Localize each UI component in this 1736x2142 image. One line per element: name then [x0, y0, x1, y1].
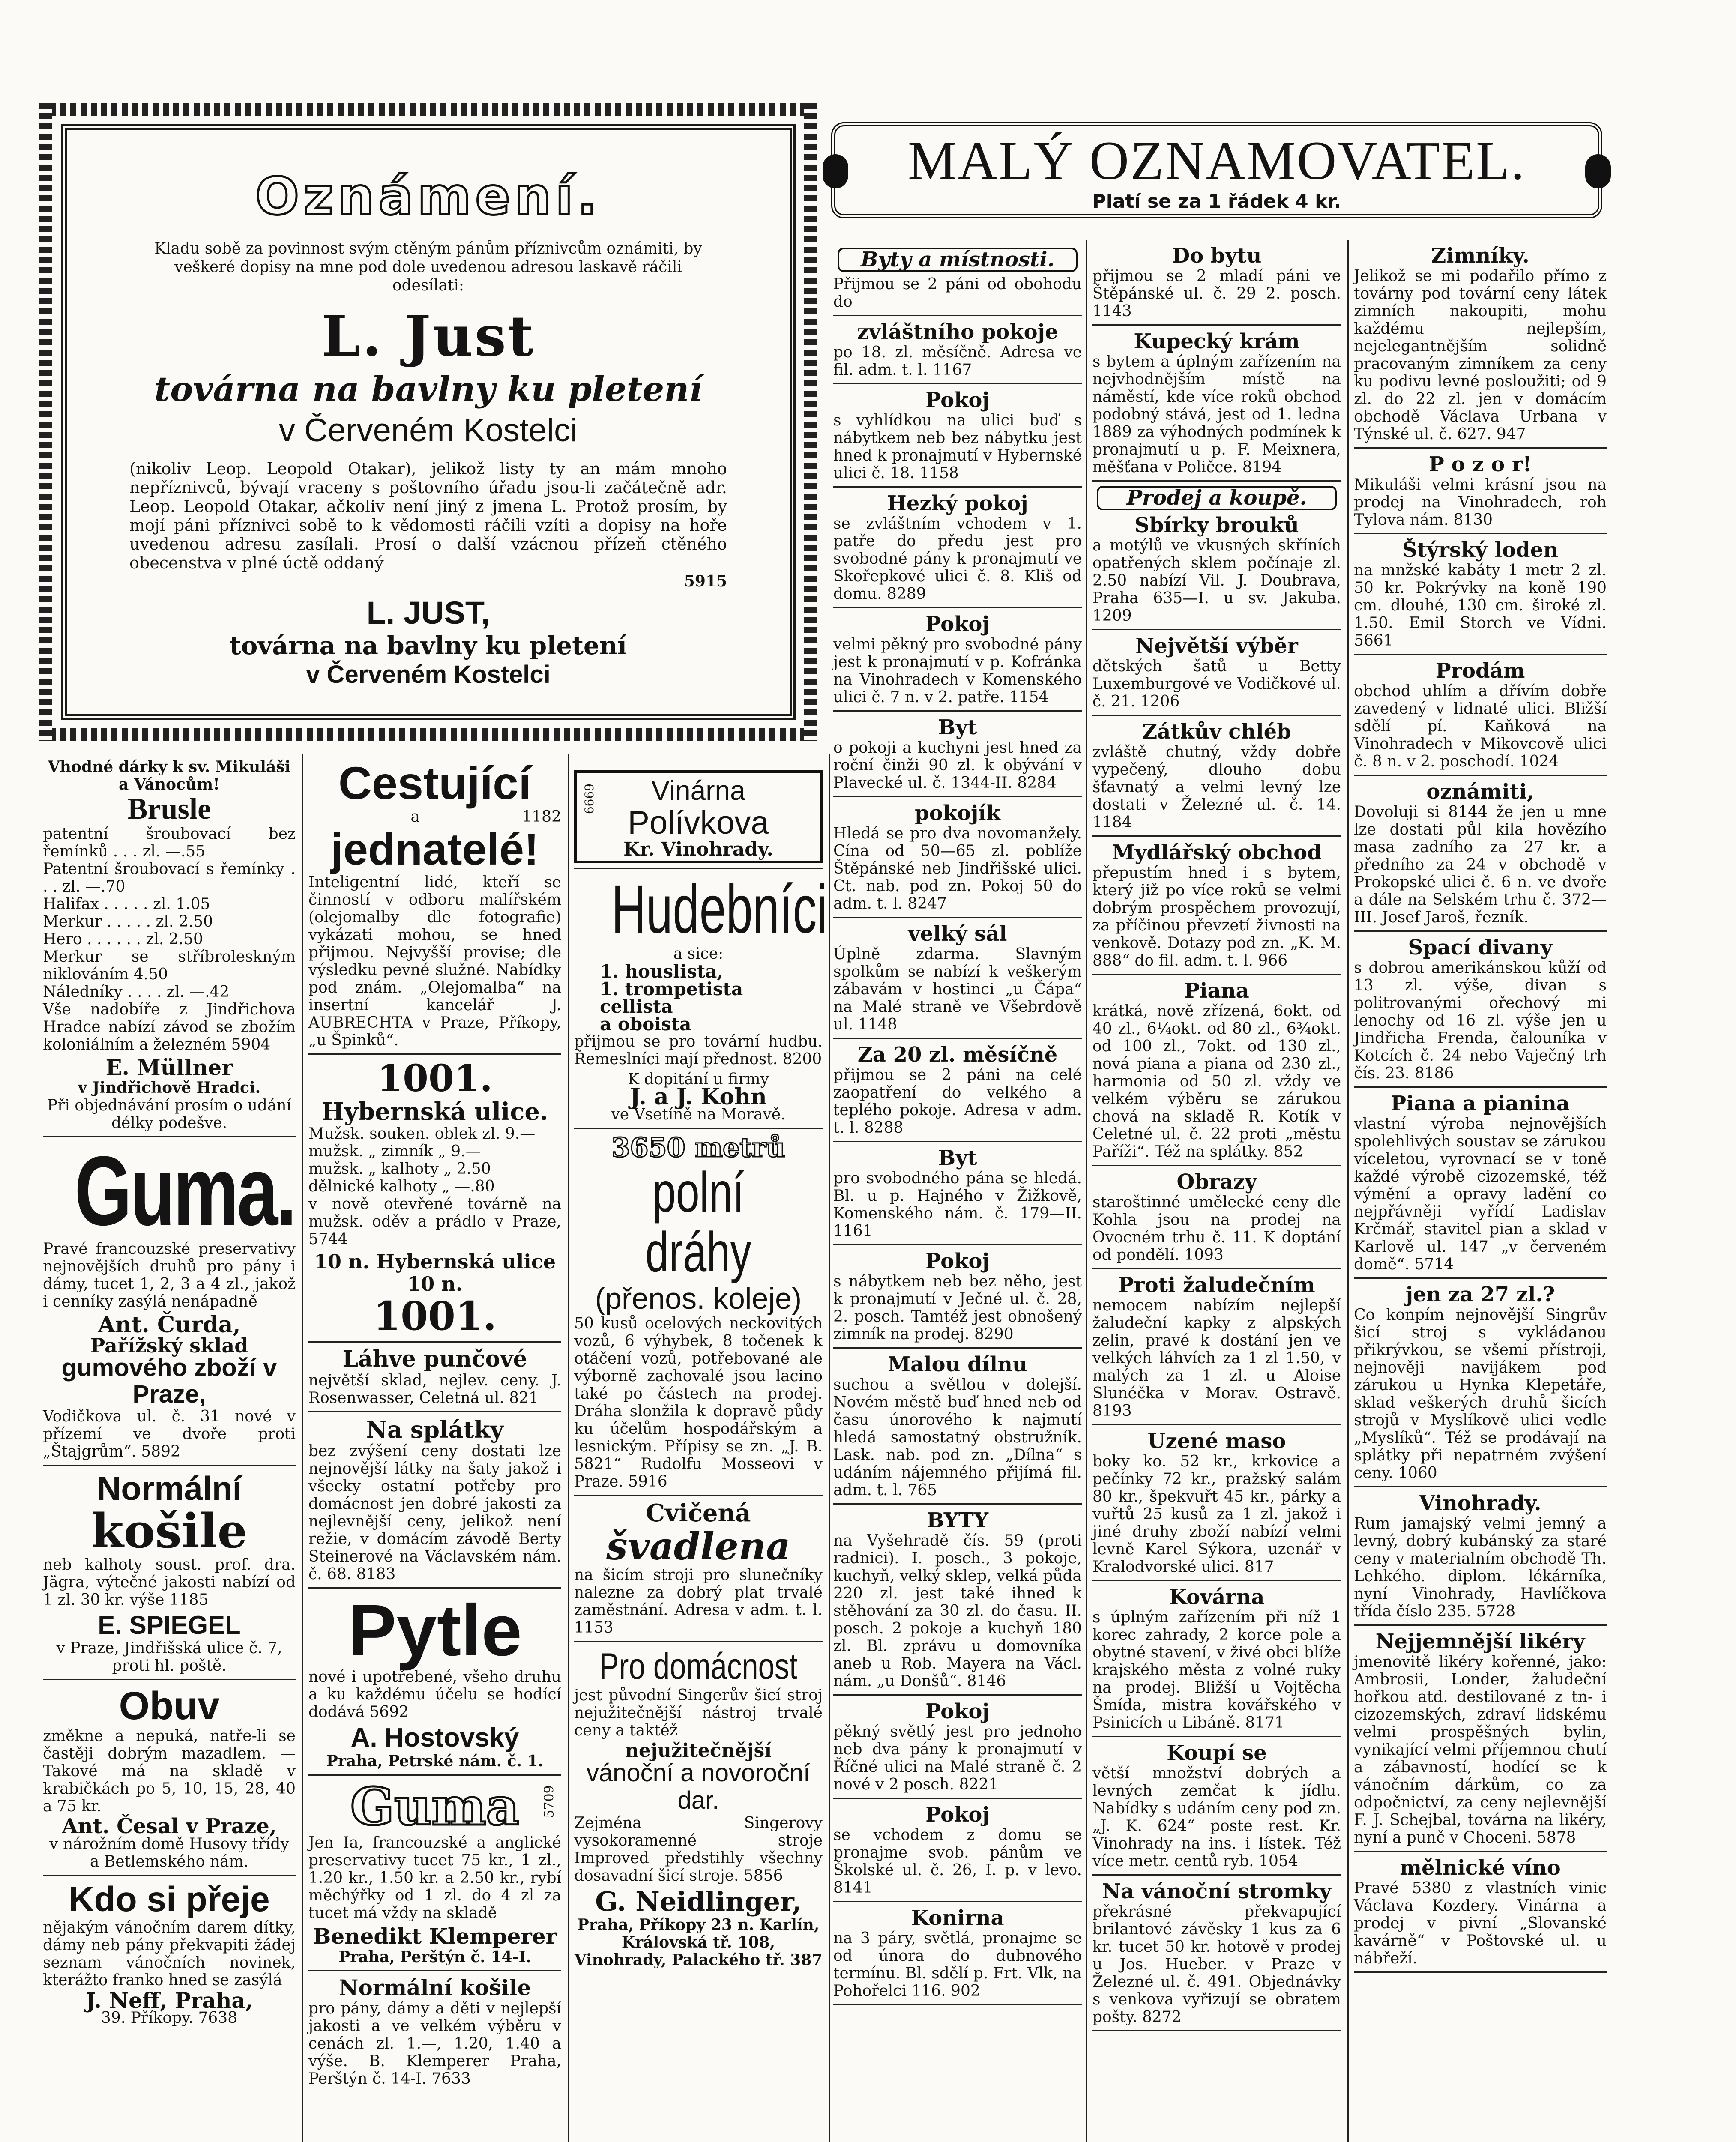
classified-ad	[1354, 453, 1607, 534]
classified-ad	[1092, 720, 1341, 837]
ad-text: pěkný světlý jest pro jednoho neb dva pány k pronajmutí v Říčné ulici na Malé straně č. 2 nové v 2 posch. 8221	[833, 1723, 1082, 1793]
ad-divider	[833, 796, 1082, 797]
ad-text: překrásné překvapující brilantové závěsky 1 kus za 6 kr. tucet 50 kr. hotově v prodej u Jos. Hueber. v Praze v Železné ul. č. 491. Objednávky s venkova vyřizují se obratem pošty. 8272	[1092, 1903, 1341, 2026]
notice-sign-name: L. JUST,	[366, 595, 490, 631]
price-line: Merkur . . . . . zl. 2.50	[43, 913, 213, 930]
ad-heading: Sbírky brouků	[1134, 513, 1299, 537]
dom-title: Pro domácnost	[599, 1646, 798, 1687]
cest-title2: jednatelé!	[331, 825, 539, 874]
ad-heading: Zimníky.	[1431, 244, 1529, 268]
kdo-firm: J. Neff, Praha,	[85, 1988, 253, 2013]
col5-ads-b	[1092, 514, 1341, 2031]
ad-divider	[1354, 1624, 1607, 1626]
ad-heading: pokojík	[915, 801, 1000, 825]
ad-heading: Nejjemnější likéry	[1375, 1630, 1585, 1654]
dom-bold: nejužitečnější	[625, 1740, 772, 1762]
ad-divider	[1354, 1486, 1607, 1487]
kosile-addr: v Praze, Jindřišská ulice č. 7, proti hl. poště.	[56, 1639, 282, 1675]
ad-divider	[833, 2004, 1082, 2005]
ad-text: se zvláštním vchodem v 1. patře do předu jest pro svobodné pány k pronajmutí ve Skořepkové ulici č. 8. Kliš od domu. 8289	[833, 515, 1082, 603]
ad-heading: Pokoj	[925, 612, 990, 636]
column-3	[574, 767, 828, 1969]
price-line: mužsk. „ kalhoty „ 2.50	[308, 1160, 491, 1178]
ad-heading: Vinohrady.	[1419, 1491, 1541, 1515]
hud-contact: K dopitání u firmy	[627, 1071, 769, 1088]
h1001-text: v nově otevřené továrně na mužsk. oděv a prádlo v Praze, 5744	[308, 1195, 561, 1248]
classified-ad	[833, 1146, 1082, 1245]
ad-divider	[1092, 629, 1341, 630]
hud-item: 1. houslista,	[600, 961, 723, 982]
classified-ad	[833, 492, 1082, 608]
ad-text: s nábytkem neb bez něho, jest k pronajmutí v Ječné ul. č. 28, 2. posch. Tamtéž jest obnošený zimník na prodej. 8290	[833, 1273, 1082, 1343]
guma-title: Guma.	[74, 1136, 295, 1246]
classified-ad	[1354, 659, 1607, 776]
price-line: Mužsk. souken. oblek zl. 9.—	[308, 1125, 536, 1143]
ad-divider	[833, 1347, 1082, 1349]
header-subtitle: Platí se za 1 řádek 4 kr.	[1092, 191, 1341, 212]
ad-divider	[833, 1244, 1082, 1245]
kosile-firm: E. SPIEGEL	[98, 1611, 241, 1639]
column-6	[1354, 244, 1607, 1977]
ad-heading: Za 20 zl. měsíčně	[857, 1043, 1058, 1067]
ad-text: a motýlů ve vkusných skříních opatřených sklem počínaje zl. 2.50 nabízí Vil. J. Doubrava, Praha 635—I. u sv. Jakuba. 1209	[1092, 537, 1341, 625]
classified-ad	[1092, 514, 1341, 630]
classified-ad	[1092, 330, 1341, 482]
ad-divider	[1092, 1736, 1341, 1737]
ad-heading: Byt	[938, 715, 977, 739]
drahy-title: polní dráhy	[645, 1161, 751, 1283]
notice-firm: továrna na bavlny ku pletení	[154, 369, 702, 409]
ad-text: pro svobodného pána se hledá. Bl. u p. Hajného v Žižkově, Komenského nám. č. 179—II. 1161	[833, 1170, 1082, 1240]
lahve-text: největší sklad, nejlev. ceny. J. Rosenwasser, Celetná ul. 821	[308, 1372, 561, 1407]
drahy-text: 50 kusů ocelových neckovitých vozů, 6 výhybek, 8 točenek k otáčení vozů, potřebované ale výborně zachovalé jsou lacino také po částech na prodej. Dráha slonžila k dopravě půdy ku účelům hospodářským a lesnickým. Přípisy se zn. „J. B. 5821“ Rudolfu Mosseovi v Praze. 5916	[574, 1315, 823, 1490]
dom-gift: vánoční a novoroční dar.	[586, 1759, 811, 1814]
lahve-title: Láhve punčové	[342, 1346, 527, 1372]
h1001-sub: Hybernská ulice.	[321, 1098, 548, 1126]
brusle-intro: Vhodné dárky k sv. Mikuláši a Vánocům!	[48, 758, 291, 793]
ad-text: přepustím hned i s bytem, který již po více roků se velmi dobrým prospěchem provozují, za příčinou převzetí živnosti na venkově. Dotazy pod zn. „K. M. 888“ do fil. adm. t. l. 966	[1092, 864, 1341, 969]
nk-text: pro pány, dámy a děti v nejlepší jakosti a ve velkém výběru v cenách zl. 1.—, 1.20, 1.40 a výše. B. Klemperer Praha, Perštýn č. 14-I. 7633	[308, 2000, 561, 2088]
hud-item: cellista	[600, 996, 673, 1017]
ad-divider	[1092, 835, 1341, 837]
ad-text: Přijmou se 2 páni od obohodu do	[833, 275, 1082, 311]
hud-text: přijmou se pro tovární hudbu. Řemeslníci mají přednost. 8200	[574, 1033, 823, 1068]
notice-place: v Červeném Kostelci	[279, 412, 578, 449]
h1001-bottom: 10 n. Hybernská ulice 10 n.	[314, 1250, 556, 1295]
ad-heading: Piana a pianina	[1391, 1092, 1570, 1116]
kosile-text: neb kalhoty soust. prof. dra. Jägra, výtečné jakosti nabízí od 1 zl. 30 kr. výše 1185	[43, 1556, 296, 1609]
column-rule	[568, 754, 569, 2142]
obuv-firm: Ant. Česal v Praze,	[62, 1814, 277, 1838]
ad-text: Pravé 5380 z vlastních vinic Václava Kozdery. Vinárna a prodej v pivní „Slovanské kavárně“ v Poštovské ul. u nábřeží.	[1354, 1879, 1607, 1967]
classified-ad	[1092, 979, 1341, 1166]
notice-frame	[39, 103, 817, 741]
col4-ads	[833, 275, 1082, 2005]
ad-text: Hledá se pro dva novomanžely. Cína od 50—65 zl. poblíže Štěpánské neb Jindřišské ulici. Ct. nab. pod zn. Pokoj 50 do adm. t. l. 8247	[833, 825, 1082, 912]
svadlena-title2: švadlena	[606, 1524, 790, 1568]
vinarna-addr: Kr. Vinohrady.	[623, 838, 773, 860]
notice-sign-firm: továrna na bavlny ku pletení	[229, 631, 627, 660]
vinarna-num: 6669	[582, 783, 597, 814]
dom-text2: Zejména Singerovy vysokoramenné stroje Improved předstihly všechny dosavadní šicí stroje. 5856	[574, 1814, 823, 1885]
hud-title: Hudebníci	[611, 871, 828, 947]
ad-divider	[833, 383, 1082, 384]
ad-divider	[833, 1694, 1082, 1696]
ad-text: dětských šatů u Betty Luxemburgové ve Vodičkové ul. č. 21. 1206	[1092, 658, 1341, 710]
ad-divider	[833, 1038, 1082, 1039]
ad-divider	[833, 1901, 1082, 1902]
ad-text: větší množství dobrých a levných zemčat k jídlu. Nabídky s udáním ceny pod zn. „J. K. 624“ poste rest. Kr. Vinohrady na ins. i lístek. Též více metr. centů ryb. 1054	[1092, 1765, 1341, 1870]
obuv-text: změkne a nepuká, natře-li se častěji dobrým mazadlem. — Takové má na skladě v krabičkách po 5, 10, 15, 28, 40 a 75 kr.	[43, 1727, 296, 1815]
price-line: Halifax . . . . . zl. 1.05	[43, 895, 210, 913]
notice-intro: Kladu sobě za povinnost svým ctěným pánům příznivcům oznámiti, by veškeré dopisy na mne pod dole uvedenou adresou laskavě ráčili odesílati:	[154, 240, 702, 294]
hud-item: 1. trompetista	[600, 978, 743, 999]
price-line: Patentní šroubovací s řemínky . . . zl. —.70	[43, 860, 296, 895]
ad-text: s dobrou amerikánskou kůží od 13 zl. výše, divan s politrovanými ořechový mi lenochy od 16 zl. výše jen u Jindřicha Frenda, čalouníka v Kotcích č. 24 nebo Vaječný trh čís. 23. 8186	[1354, 959, 1607, 1082]
guma2-title: Guma	[350, 1777, 520, 1837]
price-line: mužsk. „ zimník „ 9.—	[308, 1143, 481, 1160]
ad-divider	[833, 917, 1082, 918]
kdo-addr: 39. Příkopy. 7638	[101, 2009, 238, 2027]
column-rule	[1086, 240, 1087, 2142]
classified-ad	[1354, 780, 1607, 932]
ad-divider	[1092, 1165, 1341, 1166]
ad-divider	[1354, 775, 1607, 776]
price-line: Hero . . . . . . zl. 2.50	[43, 930, 203, 948]
guma2-text: Jen Ia, francouzské a anglické preservativy tucet 75 kr., 1 zl., 1.20 kr., 1.50 kr. a 2.50 kr., rybí měchýřky od 1 zl. do 4 zl za tucet má vždy na skladě	[308, 1834, 561, 1922]
cest-num: 1182	[522, 808, 561, 826]
classified-ad	[833, 389, 1082, 488]
ad-text: se vchodem z domu se pronajme svob. pánům ve Školské ul. č. 26, I. p. v levo. 8141	[833, 1826, 1082, 1897]
guma2-addr: Praha, Perštýn č. 14-I.	[338, 1948, 531, 1966]
classified-ad	[1354, 538, 1607, 655]
ad-divider	[833, 315, 1082, 316]
classified-ad	[1092, 841, 1341, 975]
ad-heading: Koupí se	[1167, 1741, 1267, 1765]
brusle-prices	[43, 825, 296, 1001]
ad-heading: Největší výběr	[1135, 634, 1298, 658]
obuv-title: Obuv	[119, 1684, 220, 1728]
hud-firm: J. a J. Kohn	[630, 1084, 767, 1110]
h1001-title: 1001.	[377, 1057, 493, 1100]
ad-divider	[833, 1503, 1082, 1505]
ad-divider	[833, 1141, 1082, 1142]
column-rule	[302, 754, 303, 2142]
ad-divider	[1354, 447, 1607, 449]
classified-ad	[833, 716, 1082, 797]
guma-firm: Ant. Čurda,	[98, 1312, 241, 1338]
ad-heading: Pokoj	[925, 388, 990, 412]
ad-divider	[1092, 1424, 1341, 1425]
guma-addr: Vodičkova ul. č. 31 nové v přízemí ve dvoře proti „Štajgrům“. 5892	[43, 1408, 296, 1460]
header-title: MALÝ OZNAMOVATEL.	[907, 130, 1526, 191]
splatky-text: bez zvýšení ceny dostati lze nejnovější látky na šaty jakož i všecky ostatní potřeby pro domácnost jen dobré jakosti za nejlevnější ceny, jelikož není režie, v domácím závodě Berty Steinerové na Václavském nám. č. 68. 8183	[308, 1442, 561, 1583]
ad-heading: oznámiti,	[1426, 780, 1534, 804]
ad-text: Co konpím nejnovější Singrův šicí stroj s vykládanou přikrývkou, se všemi přístroji, nejnověji navijákem pod zárukou u Hynka Klepetáře, sklad veškerých druhů šicích strojů v Myslíkově ulici vedle „Myslíků“. Též se prodávají na splátky při nepatrném zvýšení ceny. 1060	[1354, 1306, 1607, 1482]
ad-text: jmenovitě likéry kořenné, jako: Ambrosii, Londer, žaludeční hořkou atd. destilované z tn- i cizozemských, zdraví lidskému velmi prospěšných bylin, vynikající velmi příjemnou chutí a zábavností, hodící se k vánočním dárkům, co za odpočnictví, za ceny nejlevnější F. J. Schejbal, továrna na likéry, nyní a punč v Choceni. 5878	[1354, 1653, 1607, 1846]
classified-ad	[833, 1906, 1082, 2005]
classified-ad	[833, 613, 1082, 712]
ad-heading: P o z o r!	[1428, 452, 1532, 476]
notice-number: 5915	[684, 572, 727, 590]
ad-heading: velký sál	[908, 922, 1007, 946]
ad-text: na 3 páry, světlá, pronajme se od února do dubnového termínu. Bl. sdělí p. Frt. Vlk, na Pohořelci 116. 902	[833, 1930, 1082, 2000]
dom-addr: Praha, Příkopy 23 n. Karlín, Královská tř. 108, Vinohrady, Palackého tř. 387	[574, 1916, 823, 1969]
col6-ads	[1354, 244, 1607, 1973]
ornament-top	[39, 103, 817, 116]
ad-heading: Piana	[1184, 979, 1249, 1003]
ad-divider	[1092, 1874, 1341, 1876]
classified-ad	[833, 275, 1082, 316]
ad-text: obchod uhlím a dřívím dobře zavedený v lidnaté ulici. Bližší sdělí pí. Kaňková na Vinohradech v Mikovcově ulici č. 8 n. v 2. poschodí. 1024	[1354, 682, 1607, 770]
column-rule	[1347, 240, 1349, 2142]
classified-ad	[1354, 1283, 1607, 1487]
classifieds-header	[831, 122, 1602, 218]
ad-text: s vyhlídkou na ulici buď s nábytkem neb bez nábytku jest hned k pronajmutí v Hybernské ulici č. 18. 1158	[833, 412, 1082, 482]
ad-text: krátká, nově zřízená, 6okt. od 40 zl., 6¼okt. od 80 zl., 6¾okt. od 100 zl., 7okt. od 130 zl., nová piana a piana od 230 zl., harmonia od 50 zl. vždy ve velkém výběru se zárukou chová na skladě R. Kotík v Celetné ul. č. 22 proti „městu Paříži“. Též na splátky. 852	[1092, 1002, 1341, 1161]
drahy-head: 3650 metrů	[611, 1132, 785, 1163]
ad-divider	[1092, 480, 1341, 482]
classified-ad	[1354, 936, 1607, 1088]
classified-ad	[1092, 244, 1341, 326]
brusle-place: v Jindřichově Hradci.	[78, 1079, 261, 1097]
notice-title: Oznámení.	[255, 167, 601, 227]
vinarna-title1: Vinárna	[651, 775, 745, 806]
svadlena-title1: Cvičená	[646, 1499, 751, 1527]
classified-ad	[1354, 1492, 1607, 1626]
column-rule	[829, 754, 830, 2142]
ad-heading: Kupecký krám	[1134, 329, 1300, 353]
ornament-bottom	[39, 728, 817, 741]
classified-ad	[1354, 1856, 1607, 1973]
vinarna-box	[574, 770, 823, 863]
ad-heading: Konirna	[911, 1906, 1004, 1930]
classified-ad	[1092, 1586, 1341, 1737]
ad-heading: BYTY	[927, 1508, 988, 1532]
ad-heading: Hezký pokoj	[887, 491, 1028, 515]
ad-text: staroštinné umělecké ceny dle Kohla jsou na prodej na Ovocném trhu č. 11. K doptání od pondělí. 1093	[1092, 1194, 1341, 1264]
ad-divider	[1092, 715, 1341, 716]
ad-heading: Do bytu	[1172, 244, 1262, 268]
dom-text: jest původní Singerův šicí stroj nejužitečnější nástroj trvalé ceny a taktéž	[574, 1687, 823, 1739]
svadlena-text: na šicím stroji pro slunečníky nalezne za dobrý plat trvalé zaměstnání. Adresa v adm. t. l. 1153	[574, 1566, 823, 1636]
ad-heading: Na vánoční stromky	[1102, 1879, 1332, 1903]
pytle-firm: A. Hostovský	[350, 1723, 519, 1753]
ad-text: o pokoji a kuchyni jest hned za roční činži 90 zl. k obývání v Plavecké ul. č. 1344-II. 8284	[833, 739, 1082, 792]
pytle-text: nové i upotřebené, všeho druhu a ku každému účelu se hodící dodává 5692	[308, 1668, 561, 1721]
ad-text: Mikuláši velmi krásní jsou na prodej na Vinohradech, roh Tylova nám. 8130	[1354, 476, 1607, 529]
guma-firm2: Pařížský sklad	[90, 1334, 248, 1357]
ad-heading: jen za 27 zl.?	[1405, 1283, 1555, 1307]
ad-heading: mělnické víno	[1400, 1856, 1561, 1880]
classified-ad	[1092, 634, 1341, 716]
ad-heading: Prodám	[1435, 659, 1525, 683]
classified-ad	[1354, 1630, 1607, 1852]
ad-divider	[1354, 930, 1607, 932]
column-2	[308, 758, 561, 2090]
ad-text: Úplně zdarma. Slavným spolkům se nabízí k veškerým zábavám v hostinci „u Čápa“ na Malé straně ve Všebrdově ul. 1148	[833, 945, 1082, 1033]
cest-a: a	[410, 808, 420, 826]
price-line: Náledníky . . . . zl. —.42	[43, 983, 230, 1001]
pytle-addr: Praha, Petrské nám. č. 1.	[326, 1752, 544, 1770]
ad-text: Dovoluji si 8144 že jen u mne lze dostati půl kila hovězího masa zadního za 27 kr. a předního za 24 v obchodě v Prokopské ulici č. 6 n. ve dvoře a dále na Selském trhu č. 372—III. Josef Jaroš, řezník.	[1354, 803, 1607, 926]
ad-divider	[1354, 654, 1607, 655]
obuv-addr: v nárožním domě Husovy třídy a Betlemského nám.	[49, 1835, 289, 1870]
ad-text: na mnžské kabáty 1 metr 2 zl. 50 kr. Pokrývky na koně 190 cm. dlouhé, 130 cm. široké zl. 1.50. Emil Storch ve Vídni. 5661	[1354, 562, 1607, 649]
cest-title1: Cestující	[338, 757, 532, 809]
dom-firm: G. Neidlinger,	[595, 1886, 802, 1917]
classified-ad	[833, 1509, 1082, 1696]
h1001-big: 1001.	[373, 1293, 497, 1339]
ad-text: po 18. zl. měsíčně. Adresa ve fil. adm. t. l. 1167	[833, 344, 1082, 379]
hud-addr: ve Vsetíně na Moravě.	[611, 1106, 786, 1123]
ad-divider	[1354, 1971, 1607, 1973]
classified-ad	[1092, 1274, 1341, 1425]
ad-divider	[833, 710, 1082, 712]
ad-divider	[1092, 974, 1341, 975]
ad-text: suchou a světlou v dolejší. Novém městě buď hned neb od času únorového k najmutí hledá samostatný obstružník. Lask. nab. pod zn. „Dílna“ s udáním nájemného přijímá fil. adm. t. l. 765	[833, 1376, 1082, 1499]
pytle-title: Pytle	[347, 1590, 522, 1671]
ad-text: přijmou se 2 mladí páni ve Štěpánské ul. č. 29 2. posch. 1143	[1092, 267, 1341, 320]
ad-heading: Kovárna	[1169, 1585, 1265, 1609]
column-4	[833, 244, 1082, 2010]
classified-ad	[833, 320, 1082, 384]
price-line: Merkur se stříbroleskným niklováním 4.50	[43, 948, 296, 983]
ad-heading: Spací divany	[1408, 936, 1553, 960]
byty-tag: Byty a místnosti.	[838, 248, 1078, 272]
brusle-title: Brusle	[127, 793, 211, 826]
ad-divider	[1354, 1086, 1607, 1088]
ad-text: s úplným zařízením při níž 1 korec zahrady, 2 korce pole a obytné stavení, v živé obci blíže krajského města z volné ruky na prodej. Bližší u Vojtěcha Šmída, mistra kovářského v Psinicích u Libáně. 8171	[1092, 1609, 1341, 1732]
header-knob-left	[823, 154, 848, 188]
notice-sign-place: v Červeném Kostelci	[306, 661, 551, 688]
ad-heading: Pokoj	[925, 1803, 990, 1827]
ornament-left	[39, 103, 52, 741]
classified-ad	[1092, 1741, 1341, 1876]
classified-ad	[833, 1700, 1082, 1799]
ad-divider	[1092, 1580, 1341, 1581]
classified-ad	[833, 1250, 1082, 1349]
ad-heading: zvláštního pokoje	[857, 320, 1058, 344]
guma-sub: gumového zboží v Praze,	[61, 1354, 277, 1408]
cest-text: Inteligentní lidé, kteří se činností v odboru malířském (olejomalby dle fotografie) vykázati mohou, se hned přijmou. Nejvyšší provise; dle výsledku pevné služné. Nabídky pod znám. „Olejomalba“ na insertní kancelář J. AUBRECHTA v Praze, Příkopy, „u Špinků“.	[308, 874, 561, 1049]
ad-heading: Obrazy	[1176, 1170, 1257, 1194]
ad-text: Rum jamajský velmi jemný a levný, dobrý kubánský za staré ceny v materialním obchodě Th. Lehkého. diplom. lékárníka, nyní Vinohrady, Havlíčkova třída číslo 235. 5728	[1354, 1515, 1607, 1620]
ad-text: na Vyšehradě čís. 59 (proti radnici). I. posch., 3 pokoje, kuchyň, velký sklep, velká půda 220 zl. jest také ihned k stěhování za 30 zl. do času. II. posch. 2 pokoje a kuchyň 180 zl. Bl. zprávu u domovníka aneb u Rob. Mayera na Václ. nám. „u Donšů“. 8146	[833, 1532, 1082, 1690]
ad-heading: Pokoj	[925, 1699, 990, 1723]
ad-divider	[833, 1798, 1082, 1799]
price-line: patentní šroubovací bez řemínků . . . zl. —.55	[43, 825, 296, 860]
classified-ad	[1354, 1092, 1607, 1279]
guma-text: Pravé francouzské preservativy nejnovějších druhů pro pány i dámy, tucet 1, 2, 3 a 4 zl., jakož i cenníky zasýlá nenápadně	[43, 1240, 296, 1310]
brusle-text: Vše nadobíře z Jindřichova Hradce nabízí závod se zbožím koloniálním a železném 5904	[43, 1001, 296, 1053]
classified-ad	[1092, 1880, 1341, 2031]
ad-divider	[833, 486, 1082, 488]
ornament-right	[804, 103, 817, 741]
ad-text: přijmou se 2 páni na celé zaopatření do velkého a teplého pokoje. Adresa v adm. t. l. 8288	[833, 1066, 1082, 1137]
ad-text: zvláště chutný, vždy dobře vypečený, dlouho dobu šťavnatý a velmi levný lze dostati v Železné ul. č. 14. 1184	[1092, 743, 1341, 831]
ad-text: Jelikož se mi podařilo přímo z továrny pod tovární ceny látek zimních nakoupiti, mohu každému nejlepším, nejelegantnějším solidně pracovaným zimníkem za ceny ku podivu levné posloužiti; od 9 zl. do 22 zl. jen v domácím obchodě Václava Urbana v Týnské ul. č. 627. 947	[1354, 267, 1607, 443]
hud-sic: a sice:	[673, 945, 724, 963]
ad-divider	[1354, 1277, 1607, 1279]
ad-text: boky ko. 52 kr., krkovice a pečínky 72 kr., pražský salám 80 kr., špekvuřt 45 kr., párky a vuřtů 25 kusů za 1 zl. jakož i jiné druhy zboží nabízí velmi levně Karel Sýkora, uzenář v Kralodvorské ulici. 817	[1092, 1453, 1341, 1576]
vinarna-title2: Polívkova	[628, 805, 769, 841]
splatky-title: Na splátky	[366, 1416, 504, 1443]
hud-item: a oboista	[600, 1014, 691, 1035]
ad-text: s bytem a úplným zařízením na nejvhodnějším místě na náměstí, kde více roků obchod podobný stává, jest od 1. ledna 1889 za výhodných podmínek k pronajmutí u p. F. Meixnera, měšťana v Poličce. 8194	[1092, 353, 1341, 476]
ad-text: nemocem nabízím nejlepší žaludeční kapky z alpských zelin, pravé k dostání jen ve velkých láhvích za 1 zl 1.50, v malých za 1 zl. u Aloise Slunéčka v Morav. Ostravě. 8193	[1092, 1297, 1341, 1420]
price-line: dělnické kalhoty „ —.80	[308, 1178, 495, 1195]
classified-ad	[833, 1043, 1082, 1142]
notice-body: (nikoliv Leop. Leopold Otakar), jelikož listy ty an mám mnoho nepříznivců, bývají vraceny s poštovního úřadu jsou-li začátečně adr. Leop. Leopold Otakar, ačkoliv není jiný z jmena L. Protož prosím, by mojí páni příznivci sobě to k vědomosti ráčili vzíti a dopisy na hoře uvedenou adresu zasílali. Prosí o další vzácnou přízeň ctěného obecenstva v plné úctě oddaný	[129, 459, 727, 572]
ad-text: vlastní výroba nejnovějších spolehlivých soustav se zárukou víceletou, vyrovnací se v toně každé výrobě cizozemské, též výmění a opravy ladění co nejpřávněji vyřídí Ladislav Krčmář, stavitel pian a sklad v Karlově ul. 147 „v červeném domě“. 5714	[1354, 1115, 1607, 1273]
ad-divider	[1092, 1268, 1341, 1269]
classified-ad	[1092, 1430, 1341, 1581]
hud-list	[574, 963, 823, 1033]
ad-divider	[1354, 533, 1607, 534]
classified-ad	[833, 802, 1082, 918]
kosile-title1: Normální	[96, 1469, 242, 1507]
column-1	[43, 758, 296, 2027]
ad-heading: Proti žaludečním	[1118, 1273, 1315, 1297]
guma2-num: 5709	[542, 1785, 557, 1818]
ad-heading: Pokoj	[925, 1249, 990, 1273]
classified-ad	[833, 1353, 1082, 1505]
ad-text: velmi pěkný pro svobodné pány jest k pronajmutí v p. Kofránka na Vinohradech v Komenského ulici č. 7 n. v 2. patře. 1154	[833, 636, 1082, 706]
column-5	[1092, 244, 1341, 2036]
ad-heading: Byt	[938, 1146, 977, 1170]
kdo-text: nějakým vánočním darem dítky, dámy neb pány překvapiti žádej seznam vánočních novinek, kterážto franko hned se zasýlá	[43, 1919, 296, 1989]
ad-heading: Zátkův chléb	[1142, 720, 1291, 744]
classified-ad	[833, 922, 1082, 1039]
ad-divider	[1092, 324, 1341, 326]
ad-heading: Štýrský loden	[1402, 538, 1559, 562]
classified-ad	[833, 1803, 1082, 1902]
classified-ad	[1354, 244, 1607, 449]
ad-heading: Mydlářský obchod	[1112, 841, 1322, 865]
classified-ad	[1092, 1170, 1341, 1269]
header-knob-right	[1585, 154, 1611, 188]
ad-divider	[1092, 2030, 1341, 2031]
brusle-note: Při objednávání prosím o udání délky podešve.	[47, 1097, 292, 1132]
nk-title: Normální košile	[338, 1975, 531, 2000]
drahy-sub: (přenos. koleje)	[595, 1282, 802, 1315]
ad-heading: Malou dílnu	[888, 1352, 1027, 1376]
kdo-title: Kdo si přeje	[69, 1880, 270, 1919]
ad-heading: Uzené maso	[1147, 1429, 1286, 1453]
h1001-prices	[308, 1125, 561, 1195]
notice-name: L. Just	[321, 303, 536, 369]
guma2-firm: Benedikt Klemperer	[313, 1924, 557, 1949]
col5-ads-a	[1092, 244, 1341, 482]
brusle-firm: E. Müllner	[105, 1055, 233, 1080]
ad-divider	[1354, 1851, 1607, 1852]
ad-divider	[833, 607, 1082, 608]
kosile-title2: košile	[91, 1503, 248, 1559]
prodej-tag: Prodej a koupě.	[1097, 486, 1337, 510]
